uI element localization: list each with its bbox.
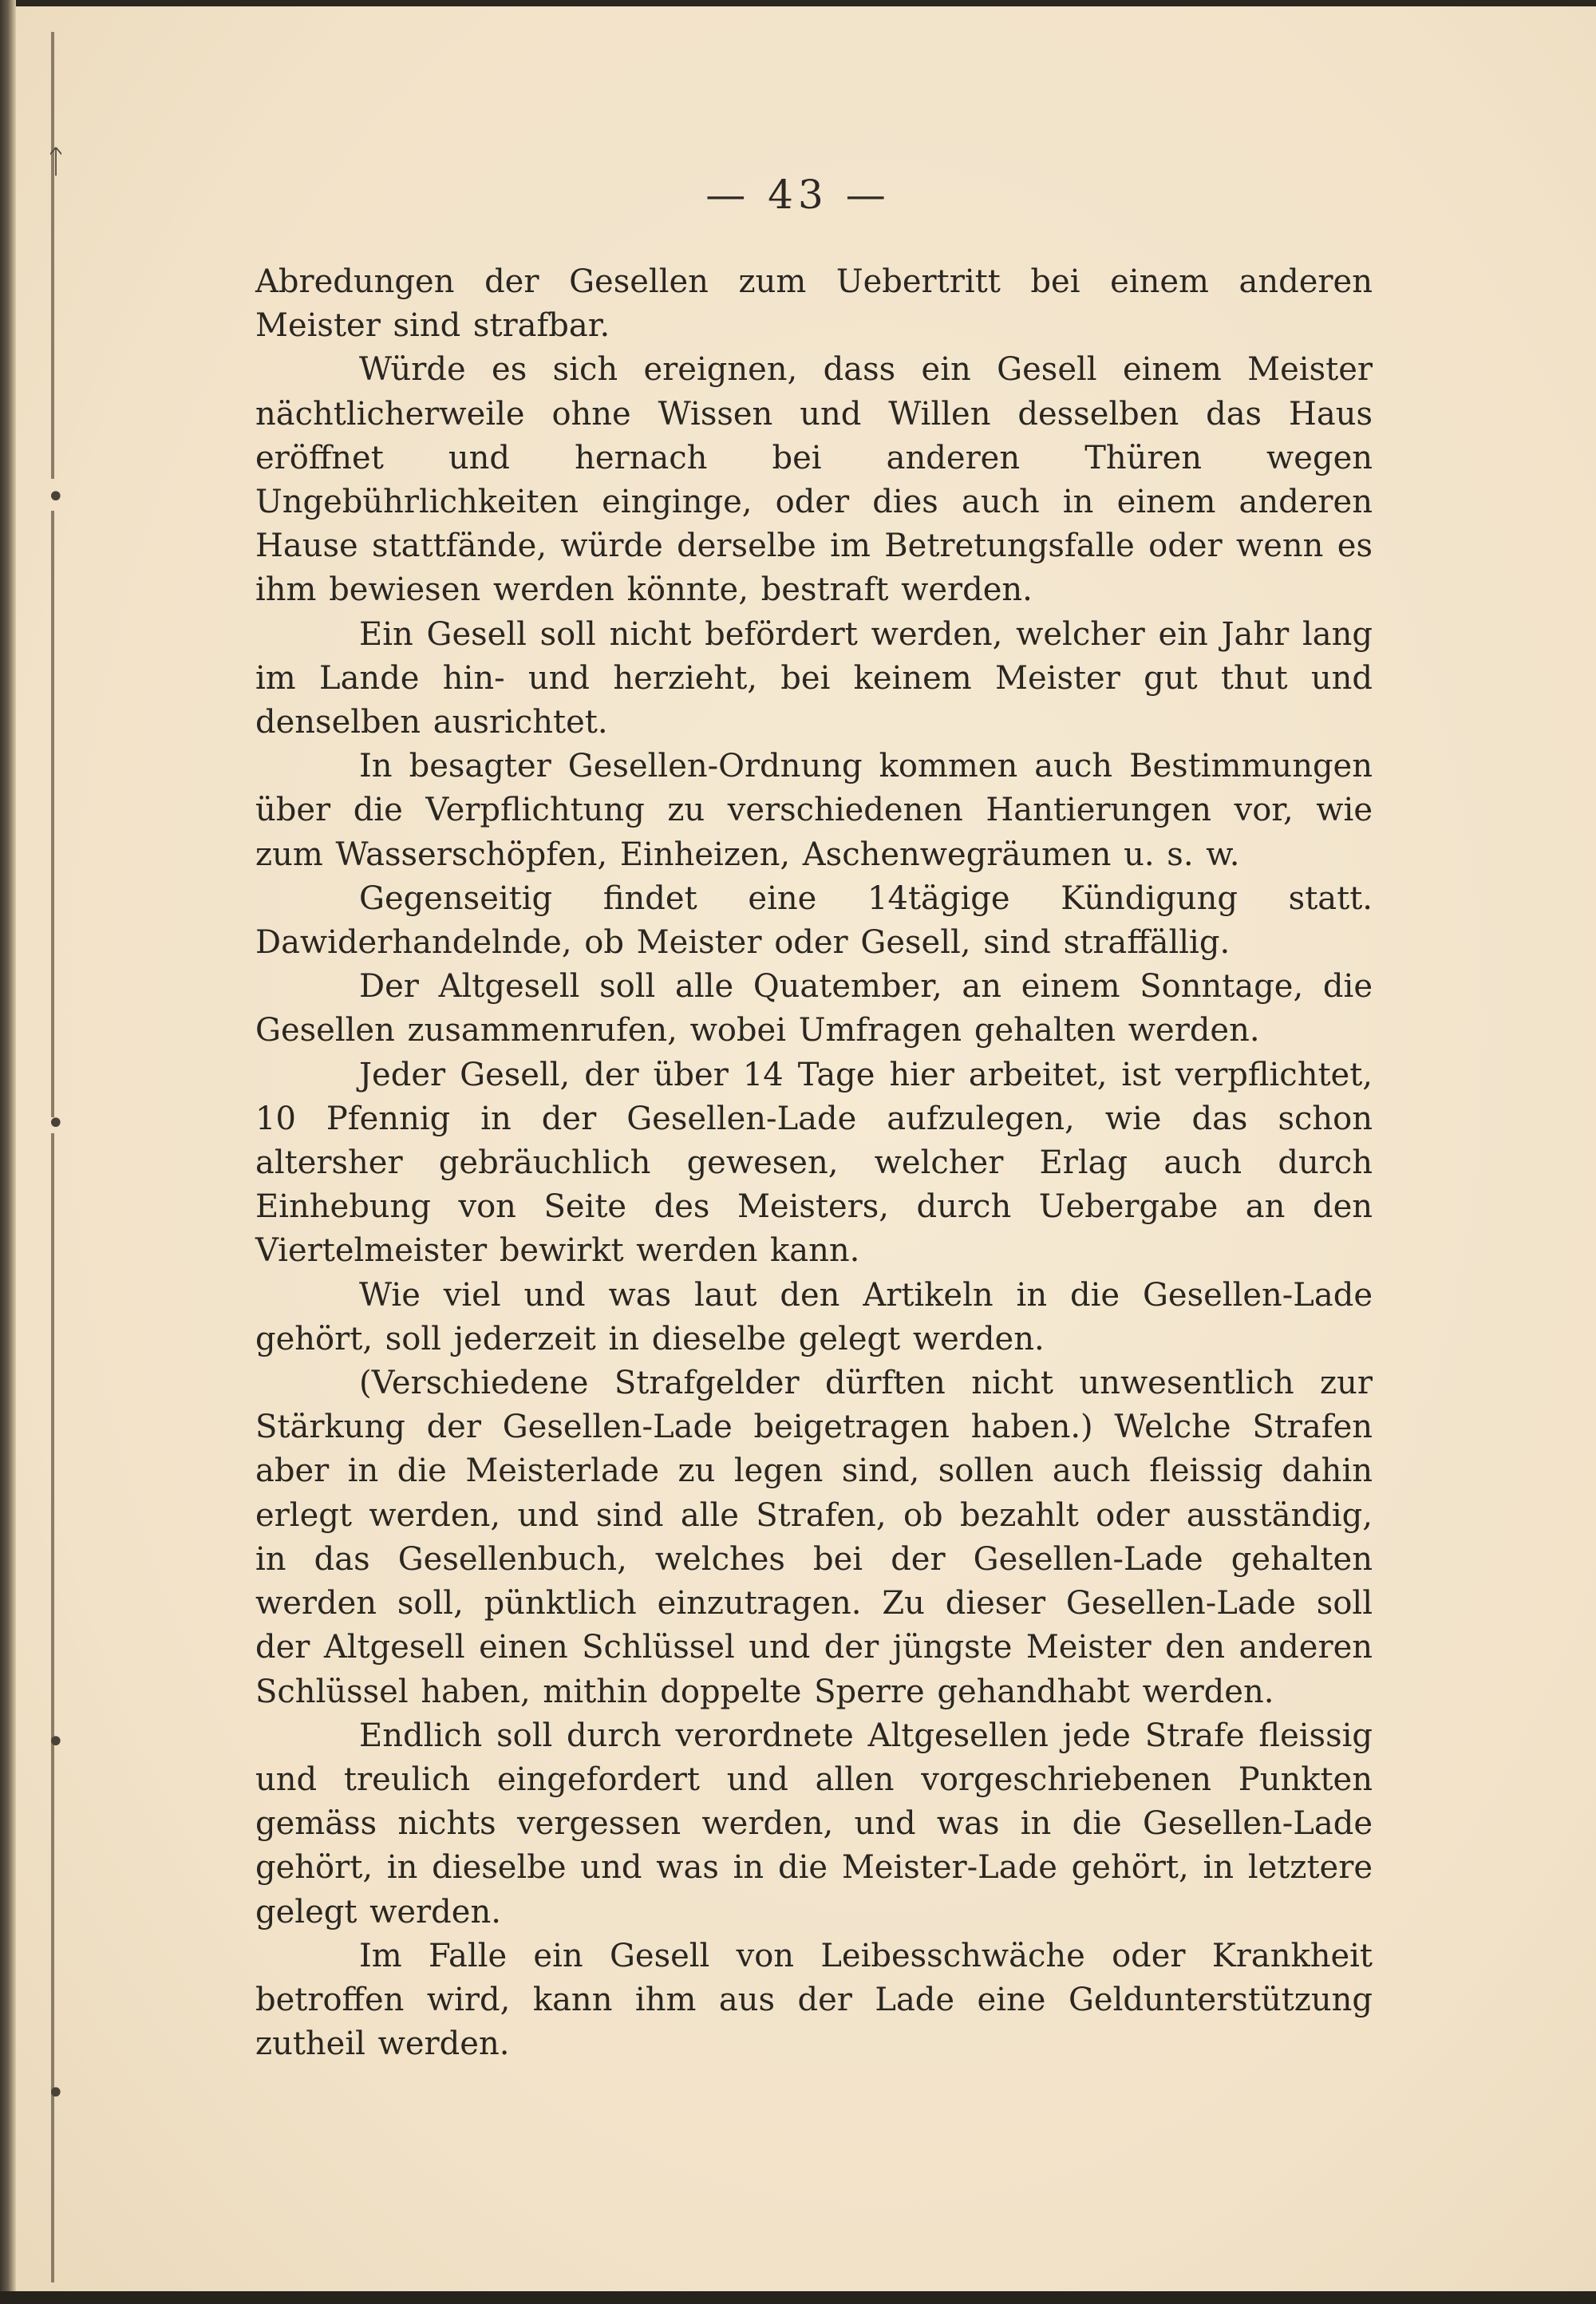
top-page-edge xyxy=(0,0,1596,6)
book-binding xyxy=(0,0,16,2304)
paragraph: Ein Gesell soll nicht befördert werden, welcher ein Jahr lang im Lande hin- und herzieht, bei keinem Meister gut thut und denselben ausrichtet. xyxy=(255,615,1373,741)
binding-thread xyxy=(51,511,54,1117)
binding-thread xyxy=(51,32,54,479)
bottom-page-edge xyxy=(0,2291,1596,2304)
paragraph: (Verschiedene Strafgelder dürften nicht unwesentlich zur Stärkung der Gesellen-Lade beigetragen haben.) Welche Strafen aber in die Meisterlade zu legen sind, sollen auch fleissig dahin erlegt werden, und sind alle Strafen, ob bezahlt oder ausständig, in das Gesellenbuch, welches bei der Gesellen-Lade gehalten werden soll, pünktlich einzutragen. Zu dieser Gesellen-Lade soll der Altgesell einen Schlüssel und der jüngste Meister den anderen Schlüssel haben, mithin doppelte Sperre gehandhabt werden. xyxy=(255,1365,1373,1710)
paragraph: Im Falle ein Gesell von Leibesschwäche oder Krankheit betroffen wird, kann ihm aus der Lade eine Geldunterstützung zutheil werden. xyxy=(255,1937,1373,2063)
paragraph: Wie viel und was laut den Artikeln in die Gesellen-Lade gehört, soll jederzeit in dieselbe gelegt werden. xyxy=(255,1276,1373,1358)
paragraph: Abredungen der Gesellen zum Uebertritt bei einem anderen Meister sind strafbar. xyxy=(255,263,1373,345)
paragraph: Endlich soll durch verordnete Altgesellen jede Strafe fleissig und treulich eingefordert und allen vorgeschriebenen Punkten gemäss nichts vergessen werden, und was in die Gesellen-Lade gehört, in dieselbe und was in die Meister-Lade gehört, in letztere gelegt werden. xyxy=(255,1717,1373,1931)
paragraph: Jeder Gesell, der über 14 Tage hier arbeitet, ist verpflichtet, 10 Pfennig in der Gesellen-Lade aufzulegen, wie das schon altersher gebräuchlich gewesen, welcher Erlag auch durch Einhebung von Seite des Meisters, durch Uebergabe an den Viertelmeister bewirkt werden kann. xyxy=(255,1056,1373,1270)
paragraph: Würde es sich ereignen, dass ein Gesell einem Meister nächtlicherweile ohne Wissen und Willen desselben das Haus eröffnet und hernach bei anderen Thüren wegen Ungebührlichkeiten eingingе, oder dies auch in einem anderen Hause stattfände, würde derselbe im Betretungsfalle oder wenn es ihm bewiesen werden könnte, bestraft werden. xyxy=(255,351,1373,609)
binding-stitch-icon: • xyxy=(46,2075,65,2112)
paragraph: Der Altgesell soll alle Quatember, an einem Sonntage, die Gesellen zusammenrufen, wobei Umfragen gehalten werden. xyxy=(255,968,1373,1049)
page-number: — 43 — xyxy=(705,172,891,218)
binding-stitch-icon: • xyxy=(46,1724,65,1761)
paragraph: Gegenseitig findet eine 14tägige Kündigung statt. Dawiderhandelnde, ob Meister oder Gesell, sind straffällig. xyxy=(255,879,1373,962)
binding-stitch-icon: • xyxy=(46,479,65,516)
paragraph: In besagter Gesellen-Ordnung kommen auch Bestimmungen über die Verpflichtung zu verschiedenen Hantierungen vor, wie zum Wasserschöpfen, Einheizen, Aschenwegräumen u. s. w. xyxy=(255,748,1373,873)
binding-stitch-icon: ᛏ xyxy=(46,144,65,180)
binding-stitch-icon: • xyxy=(46,1105,65,1142)
body-text xyxy=(255,260,1373,2066)
